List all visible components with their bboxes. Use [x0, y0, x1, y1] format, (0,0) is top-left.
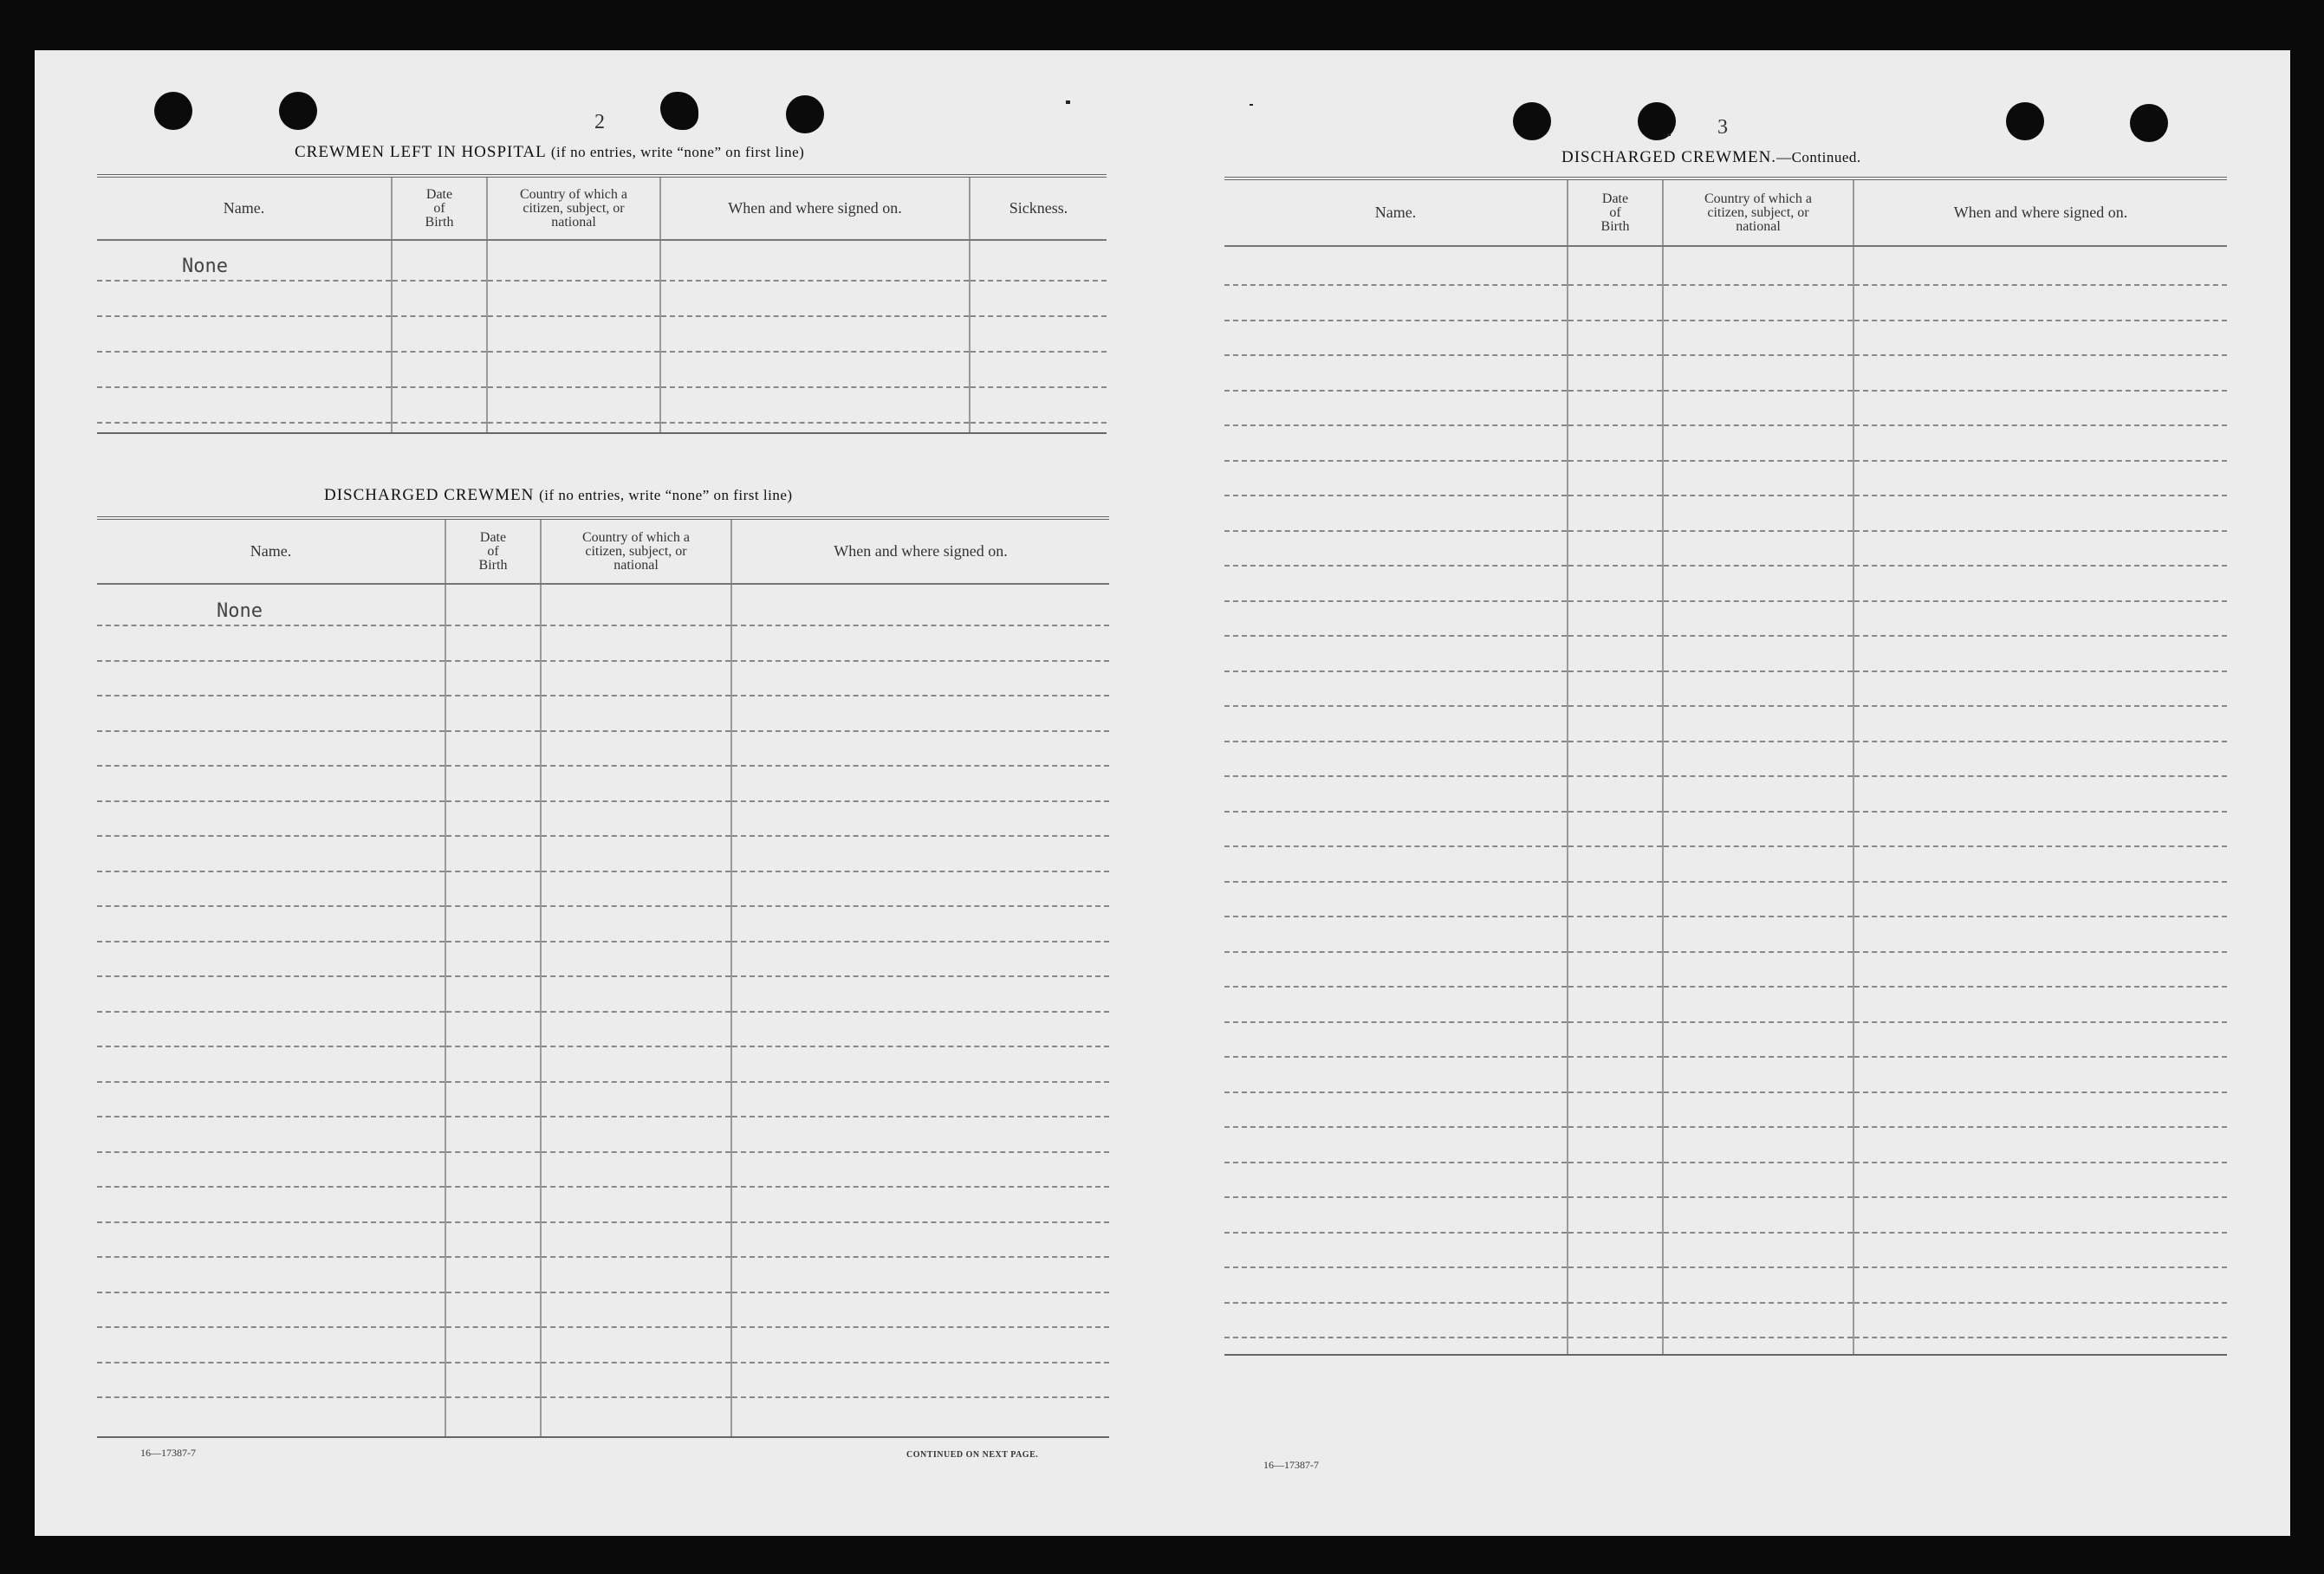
entry-cell	[1224, 461, 1568, 496]
entry-cell	[660, 387, 970, 423]
entry-cell	[1568, 636, 1663, 671]
entry-cell	[1853, 566, 2227, 601]
entry-cell	[1853, 425, 2227, 461]
entry-cell	[1663, 391, 1853, 426]
entry-cell	[97, 352, 392, 387]
entry-cell	[731, 696, 1109, 731]
entry-cell	[1568, 671, 1663, 707]
entry-cell	[731, 1012, 1109, 1047]
entry-cell	[445, 1082, 541, 1117]
entry-cell	[1224, 1338, 1568, 1355]
entry-cell	[1853, 496, 2227, 531]
entry-cell	[392, 281, 487, 316]
entry-cell	[1568, 1092, 1663, 1128]
entry-cell	[1663, 1267, 1853, 1303]
speck	[1250, 104, 1253, 106]
entry-cell	[970, 387, 1107, 423]
entry-cell	[97, 766, 445, 801]
entry-cell	[731, 1257, 1109, 1292]
column-header-country: Country of which a citizen, subject, or national	[487, 176, 660, 240]
entry-cell	[1568, 566, 1663, 601]
entry-cell	[1224, 1197, 1568, 1233]
entry-cell	[541, 661, 731, 696]
entry-cell	[487, 387, 660, 423]
entry-cell	[97, 1152, 445, 1188]
punch-hole	[279, 92, 317, 130]
entry-cell	[1568, 1057, 1663, 1092]
entry-cell	[97, 625, 445, 661]
entry-cell	[1224, 812, 1568, 847]
continued-note: CONTINUED ON NEXT PAGE.	[906, 1450, 1039, 1460]
entry-cell	[1663, 496, 1853, 531]
column-header-date-of-birth: Date of Birth	[1568, 178, 1663, 246]
entry-cell	[1853, 671, 2227, 707]
entry-cell	[1224, 671, 1568, 707]
discharged-continued-table	[1224, 177, 2227, 1356]
entry-cell	[445, 1152, 541, 1188]
entry-cell	[97, 661, 445, 696]
entry-cell	[1853, 1303, 2227, 1338]
entry-cell	[1853, 1338, 2227, 1355]
entry-cell	[1853, 246, 2227, 285]
speck	[1066, 100, 1070, 104]
entry-cell	[660, 352, 970, 387]
entry-cell	[1663, 1303, 1853, 1338]
entry-cell	[660, 316, 970, 352]
entry-cell	[392, 240, 487, 281]
entry-cell	[1568, 987, 1663, 1022]
entry-cell	[1663, 601, 1853, 637]
entry-cell	[541, 976, 731, 1012]
entry-cell	[1224, 882, 1568, 917]
entry-cell	[97, 696, 445, 731]
entry-cell	[1663, 987, 1853, 1022]
entry-cell	[731, 1152, 1109, 1188]
entry-cell	[1663, 671, 1853, 707]
entry-cell	[1568, 601, 1663, 637]
entry-cell	[1853, 636, 2227, 671]
entry-cell	[1224, 952, 1568, 988]
entry-cell	[1224, 742, 1568, 777]
entry-cell	[1853, 1197, 2227, 1233]
entry-cell	[1853, 321, 2227, 356]
entry-cell	[445, 661, 541, 696]
entry-cell	[445, 1397, 541, 1437]
entry-cell	[1224, 601, 1568, 637]
speck	[1667, 133, 1671, 136]
entry-cell	[731, 1292, 1109, 1328]
column-header-country: Country of which a citizen, subject, or national	[1663, 178, 1853, 246]
entry-cell	[97, 976, 445, 1012]
entry-cell	[445, 942, 541, 977]
entry-cell	[392, 423, 487, 433]
entry-cell	[487, 352, 660, 387]
entry-cell	[445, 1327, 541, 1363]
entry-cell	[1224, 776, 1568, 812]
entry-cell	[1853, 917, 2227, 952]
entry-cell	[487, 423, 660, 433]
discharged-first-entry: None	[217, 600, 263, 622]
entry-cell	[1663, 461, 1853, 496]
discharged-continued-suffix: —Continued.	[1776, 149, 1861, 165]
entry-cell	[1568, 461, 1663, 496]
entry-cell	[97, 1187, 445, 1222]
punch-hole	[2006, 102, 2044, 140]
entry-cell	[1568, 1127, 1663, 1163]
entry-cell	[541, 625, 731, 661]
entry-cell	[1853, 1057, 2227, 1092]
entry-cell	[660, 423, 970, 433]
punch-hole	[786, 95, 824, 133]
entry-cell	[1663, 1127, 1853, 1163]
entry-cell	[1663, 425, 1853, 461]
entry-cell	[1853, 355, 2227, 391]
entry-cell	[445, 1012, 541, 1047]
entry-cell	[541, 1152, 731, 1188]
entry-cell	[445, 801, 541, 837]
entry-cell	[1224, 425, 1568, 461]
column-header-name: Name.	[1224, 178, 1568, 246]
entry-cell	[1853, 1163, 2227, 1198]
entry-cell	[1663, 355, 1853, 391]
entry-cell	[1663, 1338, 1853, 1355]
entry-cell	[1224, 1022, 1568, 1058]
discharged-continued-title	[1561, 148, 1861, 167]
entry-cell	[445, 836, 541, 871]
entry-cell	[97, 1012, 445, 1047]
entry-cell	[541, 942, 731, 977]
hospital-title-note: (if no entries, write “none” on first line)	[550, 144, 805, 160]
entry-cell	[1853, 776, 2227, 812]
form-code-left: 16—17387-7	[140, 1447, 196, 1459]
entry-cell	[541, 871, 731, 907]
entry-cell	[1663, 321, 1853, 356]
entry-cell	[1568, 1163, 1663, 1198]
entry-cell	[97, 801, 445, 837]
entry-cell	[1224, 391, 1568, 426]
punch-hole	[2130, 104, 2168, 142]
entry-cell	[731, 906, 1109, 942]
entry-cell	[1224, 1092, 1568, 1128]
entry-cell	[1224, 246, 1568, 285]
entry-cell	[731, 625, 1109, 661]
column-header-date-of-birth: Date of Birth	[445, 518, 541, 584]
entry-cell	[1853, 601, 2227, 637]
entry-cell	[1224, 531, 1568, 567]
entry-cell	[97, 387, 392, 423]
entry-cell	[1568, 355, 1663, 391]
entry-cell	[541, 801, 731, 837]
entry-cell	[1663, 1022, 1853, 1058]
entry-cell	[1224, 1127, 1568, 1163]
discharged-section-title	[324, 486, 793, 505]
entry-cell	[731, 836, 1109, 871]
entry-cell	[541, 584, 731, 625]
entry-cell	[1224, 1267, 1568, 1303]
entry-cell	[1663, 1233, 1853, 1268]
page-number-left: 2	[594, 111, 605, 133]
entry-cell	[970, 281, 1107, 316]
entry-cell	[1853, 846, 2227, 882]
entry-cell	[445, 696, 541, 731]
entry-cell	[1568, 706, 1663, 742]
entry-cell	[1224, 917, 1568, 952]
entry-cell	[1663, 1057, 1853, 1092]
entry-cell	[1663, 742, 1853, 777]
entry-cell	[1663, 531, 1853, 567]
entry-cell	[1568, 425, 1663, 461]
discharged-table	[97, 516, 1109, 1438]
entry-cell	[1568, 391, 1663, 426]
entry-cell	[1853, 461, 2227, 496]
entry-cell	[1853, 1022, 2227, 1058]
entry-cell	[1224, 636, 1568, 671]
entry-cell	[1568, 917, 1663, 952]
hospital-table	[97, 174, 1107, 434]
entry-cell	[97, 1363, 445, 1398]
entry-cell	[541, 1327, 731, 1363]
entry-cell	[1663, 776, 1853, 812]
entry-cell	[1224, 846, 1568, 882]
page-number-right: 3	[1717, 116, 1728, 139]
column-header-name: Name.	[97, 518, 445, 584]
entry-cell	[1663, 706, 1853, 742]
entry-cell	[97, 1046, 445, 1082]
entry-cell	[541, 1257, 731, 1292]
entry-cell	[1663, 917, 1853, 952]
entry-cell	[445, 1187, 541, 1222]
entry-cell	[97, 1082, 445, 1117]
entry-cell	[97, 240, 392, 281]
entry-cell	[1853, 1092, 2227, 1128]
entry-cell	[541, 1012, 731, 1047]
entry-cell	[541, 1187, 731, 1222]
entry-cell	[1568, 952, 1663, 988]
entry-cell	[1224, 987, 1568, 1022]
entry-cell	[1568, 496, 1663, 531]
column-header-date-of-birth: Date of Birth	[392, 176, 487, 240]
entry-cell	[97, 1292, 445, 1328]
entry-cell	[1224, 566, 1568, 601]
entry-cell	[1853, 812, 2227, 847]
entry-cell	[731, 1397, 1109, 1437]
entry-cell	[541, 1363, 731, 1398]
entry-cell	[445, 766, 541, 801]
entry-cell	[1663, 566, 1853, 601]
entry-cell	[541, 1117, 731, 1152]
entry-cell	[1853, 391, 2227, 426]
entry-cell	[1853, 952, 2227, 988]
entry-cell	[731, 1187, 1109, 1222]
entry-cell	[1663, 1163, 1853, 1198]
column-header-signed-on: When and where signed on.	[731, 518, 1109, 584]
entry-cell	[731, 1046, 1109, 1082]
entry-cell	[1568, 846, 1663, 882]
entry-cell	[1224, 1057, 1568, 1092]
entry-cell	[1663, 1092, 1853, 1128]
entry-cell	[1853, 742, 2227, 777]
entry-cell	[1224, 496, 1568, 531]
entry-cell	[541, 906, 731, 942]
entry-cell	[1568, 531, 1663, 567]
entry-cell	[1568, 285, 1663, 321]
entry-cell	[1853, 706, 2227, 742]
entry-cell	[97, 316, 392, 352]
entry-cell	[392, 316, 487, 352]
entry-cell	[97, 1222, 445, 1258]
punch-hole	[1513, 102, 1551, 140]
entry-cell	[731, 801, 1109, 837]
entry-cell	[731, 766, 1109, 801]
entry-cell	[1663, 246, 1853, 285]
entry-cell	[541, 1222, 731, 1258]
column-header-name: Name.	[97, 176, 392, 240]
entry-cell	[97, 584, 445, 625]
entry-cell	[1568, 882, 1663, 917]
entry-cell	[1224, 706, 1568, 742]
entry-cell	[541, 731, 731, 767]
entry-cell	[97, 731, 445, 767]
entry-cell	[1568, 1338, 1663, 1355]
entry-cell	[1853, 531, 2227, 567]
entry-cell	[541, 1292, 731, 1328]
entry-cell	[97, 281, 392, 316]
entry-cell	[445, 625, 541, 661]
entry-cell	[1663, 1197, 1853, 1233]
entry-cell	[731, 1222, 1109, 1258]
entry-cell	[1853, 1233, 2227, 1268]
entry-cell	[1224, 1233, 1568, 1268]
entry-cell	[97, 1257, 445, 1292]
entry-cell	[1568, 742, 1663, 777]
entry-cell	[1853, 285, 2227, 321]
entry-cell	[731, 584, 1109, 625]
entry-cell	[1663, 846, 1853, 882]
entry-cell	[731, 1117, 1109, 1152]
entry-cell	[970, 240, 1107, 281]
entry-cell	[1568, 1233, 1663, 1268]
entry-cell	[731, 1327, 1109, 1363]
entry-cell	[1663, 812, 1853, 847]
entry-cell	[97, 906, 445, 942]
entry-cell	[1853, 1127, 2227, 1163]
entry-cell	[1568, 321, 1663, 356]
entry-cell	[1663, 636, 1853, 671]
entry-cell	[1853, 987, 2227, 1022]
entry-cell	[541, 766, 731, 801]
entry-cell	[392, 352, 487, 387]
entry-cell	[731, 661, 1109, 696]
column-header-country: Country of which a citizen, subject, or national	[541, 518, 731, 584]
entry-cell	[1224, 285, 1568, 321]
entry-cell	[541, 836, 731, 871]
entry-cell	[445, 731, 541, 767]
entry-cell	[1568, 776, 1663, 812]
entry-cell	[392, 387, 487, 423]
entry-cell	[97, 871, 445, 907]
entry-cell	[731, 871, 1109, 907]
entry-cell	[97, 836, 445, 871]
hospital-title: CREWMEN LEFT IN HOSPITAL	[295, 143, 547, 161]
entry-cell	[731, 976, 1109, 1012]
entry-cell	[970, 352, 1107, 387]
entry-cell	[1224, 355, 1568, 391]
entry-cell	[660, 281, 970, 316]
entry-cell	[541, 1082, 731, 1117]
entry-cell	[731, 1082, 1109, 1117]
form-code-right: 16—17387-7	[1263, 1459, 1319, 1471]
entry-cell	[97, 1397, 445, 1437]
entry-cell	[445, 584, 541, 625]
entry-cell	[97, 1117, 445, 1152]
column-header-signed-on: When and where signed on.	[1853, 178, 2227, 246]
entry-cell	[1663, 952, 1853, 988]
entry-cell	[445, 1222, 541, 1258]
entry-cell	[1663, 882, 1853, 917]
entry-cell	[541, 1046, 731, 1082]
entry-cell	[1568, 812, 1663, 847]
entry-cell	[445, 1257, 541, 1292]
entry-cell	[97, 1327, 445, 1363]
discharged-title-note: (if no entries, write “none” on first line)	[539, 487, 793, 503]
entry-cell	[541, 696, 731, 731]
entry-cell	[660, 240, 970, 281]
entry-cell	[1853, 1267, 2227, 1303]
entry-cell	[1853, 882, 2227, 917]
discharged-continued-title-text: DISCHARGED CREWMEN.	[1561, 148, 1777, 166]
entry-cell	[445, 906, 541, 942]
entry-cell	[731, 731, 1109, 767]
hospital-section-title	[295, 143, 804, 162]
entry-cell	[445, 976, 541, 1012]
entry-cell	[445, 1292, 541, 1328]
column-header-signed-on: When and where signed on.	[660, 176, 970, 240]
entry-cell	[1568, 1022, 1663, 1058]
entry-cell	[541, 1397, 731, 1437]
entry-cell	[445, 1363, 541, 1398]
entry-cell	[1568, 1267, 1663, 1303]
entry-cell	[1568, 1197, 1663, 1233]
entry-cell	[1224, 1163, 1568, 1198]
entry-cell	[487, 316, 660, 352]
column-header-sickness: Sickness.	[970, 176, 1107, 240]
entry-cell	[970, 316, 1107, 352]
form-sheet	[35, 50, 2290, 1536]
entry-cell	[1224, 1303, 1568, 1338]
entry-cell	[445, 1117, 541, 1152]
entry-cell	[731, 1363, 1109, 1398]
hospital-first-entry: None	[182, 256, 228, 277]
entry-cell	[487, 240, 660, 281]
entry-cell	[970, 423, 1107, 433]
entry-cell	[1224, 321, 1568, 356]
entry-cell	[97, 423, 392, 433]
entry-cell	[97, 942, 445, 977]
entry-cell	[1568, 246, 1663, 285]
entry-cell	[731, 942, 1109, 977]
entry-cell	[445, 871, 541, 907]
entry-cell	[1663, 285, 1853, 321]
entry-cell	[487, 281, 660, 316]
entry-cell	[1568, 1303, 1663, 1338]
punch-hole	[154, 92, 192, 130]
discharged-title: DISCHARGED CREWMEN	[324, 486, 535, 504]
punch-hole	[660, 92, 698, 130]
entry-cell	[445, 1046, 541, 1082]
